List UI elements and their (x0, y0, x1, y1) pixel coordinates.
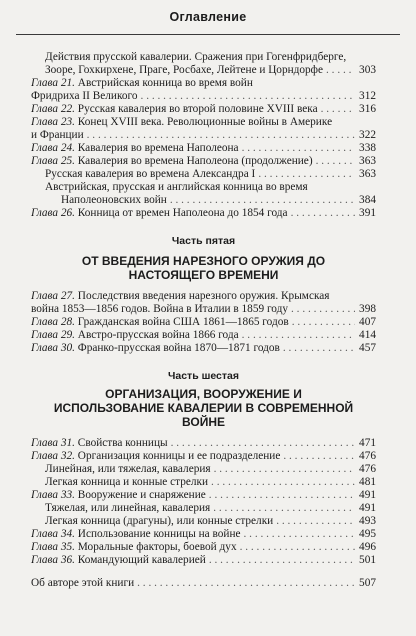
chapter-title: Использование конницы на войне (74, 528, 241, 540)
toc-page-number: 496 (359, 541, 376, 553)
toc-page-number: 476 (359, 450, 376, 462)
toc-section-continued (31, 51, 376, 220)
dot-leader (276, 515, 355, 528)
toc-page-number: 481 (359, 476, 376, 488)
toc-entry-about-author[interactable] (31, 577, 376, 590)
toc-page-number: 457 (359, 342, 376, 354)
toc-entry-text (31, 342, 280, 355)
chapter-label: Глава 30. (31, 342, 75, 354)
toc-entry[interactable] (31, 329, 376, 342)
toc-page-number: 338 (359, 142, 376, 154)
chapter-label: Глава 34. (31, 528, 75, 540)
toc-page-number: 495 (359, 528, 376, 540)
toc-entry[interactable] (31, 290, 376, 303)
toc-entry-text (45, 463, 211, 476)
toc-entry-text (31, 155, 313, 168)
toc-entry[interactable] (31, 342, 376, 355)
toc-entry-text (31, 450, 280, 463)
toc-entry-text (31, 329, 239, 342)
toc-entry-text (61, 194, 167, 207)
chapter-title: Вооружение и снаряжение (74, 489, 206, 501)
toc-entry[interactable] (31, 142, 376, 155)
toc-entry-text (31, 290, 330, 303)
toc-page-number: 501 (359, 554, 376, 566)
toc-entry-text (45, 181, 308, 194)
toc-page-number: 507 (359, 577, 376, 589)
toc-entry[interactable] (31, 181, 376, 194)
chapter-label: Глава 24. (31, 142, 75, 154)
toc-entry[interactable] (31, 155, 376, 168)
toc-page-number: 384 (359, 194, 376, 206)
chapter-title: Организация конницы и ее подразделение (74, 450, 281, 462)
table-of-contents (31, 51, 376, 590)
toc-entry-text (31, 541, 237, 554)
toc-entry-text (45, 476, 208, 489)
chapter-label: Глава 36. (31, 554, 75, 566)
dot-leader (209, 554, 355, 567)
toc-entry-text (45, 515, 273, 528)
dot-leader (214, 463, 355, 476)
chapter-title: Последствия введения нарезного оружия. Крымская (74, 290, 330, 302)
toc-entry[interactable] (31, 554, 376, 567)
chapter-title: Австрийская, прусская и английская конница во время (45, 181, 308, 193)
chapter-title: Конница от времен Наполеона до 1854 года (74, 207, 288, 219)
toc-entry[interactable] (31, 303, 376, 316)
dot-leader (258, 168, 355, 181)
chapter-title: Австро-прусская война 1866 года (74, 329, 239, 341)
dot-leader (240, 541, 355, 554)
toc-entry-text (31, 489, 206, 502)
toc-entry-text (31, 316, 289, 329)
chapter-label: Глава 28. (31, 316, 75, 328)
toc-entry-text (31, 437, 168, 450)
toc-entry[interactable] (31, 450, 376, 463)
toc-entry[interactable] (31, 194, 376, 207)
toc-entry[interactable] (31, 129, 376, 142)
chapter-title: Свойства конницы (74, 437, 168, 449)
toc-entry[interactable] (31, 316, 376, 329)
chapter-label: Глава 26. (31, 207, 75, 219)
chapter-label: Глава 33. (31, 489, 75, 501)
chapter-title: Австрийская конница во время войн (74, 77, 253, 89)
chapter-title: Действия прусской кавалерии. Сражения при Гогенфридберге, (45, 51, 347, 63)
toc-entry-text (31, 554, 206, 567)
toc-page-number: 322 (359, 129, 376, 141)
dot-leader (242, 329, 355, 342)
chapter-label: Глава 32. (31, 450, 75, 462)
chapter-label: Глава 35. (31, 541, 75, 553)
dot-leader (321, 103, 355, 116)
toc-entry[interactable] (31, 528, 376, 541)
toc-entry-text: Об авторе этой книги (31, 577, 135, 589)
toc-page-number: 491 (359, 489, 376, 501)
chapter-title: Русская кавалерия во времена Александра I (45, 168, 256, 180)
dot-leader (213, 502, 355, 515)
toc-entry[interactable] (31, 502, 376, 515)
toc-entry[interactable] (31, 515, 376, 528)
toc-entry[interactable] (31, 77, 376, 90)
chapter-title: Фридриха II Великого (31, 90, 138, 102)
dot-leader (316, 155, 355, 168)
toc-page-number: 491 (359, 502, 376, 514)
toc-entry-text (31, 103, 318, 116)
toc-entry[interactable] (31, 476, 376, 489)
chapter-title: Легкая конница (драгуны), или конные стрелки (45, 515, 274, 527)
toc-entry[interactable] (31, 116, 376, 129)
dot-leader (244, 528, 355, 541)
toc-entry[interactable] (31, 489, 376, 502)
chapter-title: Командующий кавалерией (74, 554, 206, 566)
toc-entry[interactable] (31, 64, 376, 77)
page-title: Оглавление (169, 10, 247, 24)
chapter-label: Глава 23. (31, 116, 75, 128)
dot-leader (141, 90, 355, 103)
toc-page-number: 363 (359, 168, 376, 180)
toc-page-number: 316 (359, 103, 376, 115)
toc-entry[interactable] (31, 207, 376, 220)
dot-leader (292, 316, 355, 329)
dot-leader (291, 303, 355, 316)
toc-entry-text (31, 129, 84, 142)
chapter-title: Кавалерия во времена Наполеона (продолжение) (74, 155, 313, 167)
chapter-title: Зооре, Гохкирхене, Праге, Росбахе, Лейтене и Цорндорфе (45, 64, 324, 76)
toc-entry-text (31, 116, 332, 129)
dot-leader (171, 437, 355, 450)
toc-entry-text (31, 90, 138, 103)
dot-leader (326, 64, 355, 77)
toc-entry-text (31, 142, 239, 155)
toc-page-number: 312 (359, 90, 376, 102)
chapter-title: война 1853—1856 годов. Война в Италии в 1859 году (31, 303, 289, 315)
dot-leader (137, 577, 355, 590)
part-five-label: Часть пятая (171, 235, 236, 247)
chapter-label: Глава 29. (31, 329, 75, 341)
toc-page-number: 493 (359, 515, 376, 527)
toc-section-part-six (31, 437, 376, 567)
toc-entry-text (31, 303, 288, 316)
toc-entry[interactable] (31, 90, 376, 103)
part-six-label: Часть шестая (168, 370, 239, 382)
toc-page-number: 407 (359, 316, 376, 328)
chapter-label: Глава 21. (31, 77, 75, 89)
chapter-title: Легкая конница и конные стрелки (45, 476, 209, 488)
toc-entry[interactable] (31, 541, 376, 554)
toc-entry[interactable] (31, 463, 376, 476)
chapter-title: Наполеоновских войн (61, 194, 167, 206)
toc-entry[interactable] (31, 51, 376, 64)
chapter-title: Кавалерия во времена Наполеона (74, 142, 239, 154)
chapter-title: и Франции (31, 129, 84, 141)
toc-entry-text (45, 64, 323, 77)
toc-page-number: 476 (359, 463, 376, 475)
dot-leader (209, 489, 355, 502)
chapter-title: Франко-прусская война 1870—1871 годов (74, 342, 280, 354)
toc-entry-text (45, 168, 255, 181)
toc-section-part-five (31, 290, 376, 355)
toc-page-number: 471 (359, 437, 376, 449)
chapter-label: Глава 27. (31, 290, 75, 302)
toc-page-number: 391 (359, 207, 376, 219)
dot-leader (283, 342, 355, 355)
dot-leader (170, 194, 355, 207)
chapter-label: Глава 22. (31, 103, 75, 115)
toc-entry[interactable] (31, 437, 376, 450)
chapter-title: Линейная, или тяжелая, кавалерия (45, 463, 211, 475)
toc-page-number: 414 (359, 329, 376, 341)
chapter-title: Конец XVIII века. Революционные войны в Америке (74, 116, 333, 128)
chapter-title: Гражданская война США 1861—1865 годов (74, 316, 289, 328)
dot-leader (87, 129, 355, 142)
toc-entry[interactable] (31, 168, 376, 181)
chapter-title: Тяжелая, или линейная, кавалерия (45, 502, 211, 514)
page-header (16, 0, 400, 35)
toc-page-number: 303 (359, 64, 376, 76)
toc-entry-text (31, 207, 288, 220)
chapter-label: Глава 31. (31, 437, 75, 449)
toc-page-number: 363 (359, 155, 376, 167)
part-six-title: ОРГАНИЗАЦИЯ, ВООРУЖЕНИЕ И ИСПОЛЬЗОВАНИЕ КАВАЛЕРИИ В СОВРЕМЕННОЙ ВОЙНЕ (53, 387, 354, 429)
dot-leader (283, 450, 355, 463)
chapter-title: Русская кавалерия во второй половине XVIII века (74, 103, 318, 115)
chapter-title: Моральные факторы, боевой дух (74, 541, 237, 553)
part-five-title: ОТ ВВЕДЕНИЯ НАРЕЗНОГО ОРУЖИЯ ДО НАСТОЯЩЕГО ВРЕМЕНИ (81, 254, 326, 282)
dot-leader (211, 476, 355, 489)
toc-entry[interactable] (31, 103, 376, 116)
toc-page-number: 398 (359, 303, 376, 315)
toc-entry-text (45, 51, 346, 64)
dot-leader (242, 142, 355, 155)
toc-entry-text (31, 77, 253, 90)
toc-entry-text (31, 528, 241, 541)
chapter-label: Глава 25. (31, 155, 75, 167)
dot-leader (291, 207, 355, 220)
toc-entry-text (45, 502, 210, 515)
